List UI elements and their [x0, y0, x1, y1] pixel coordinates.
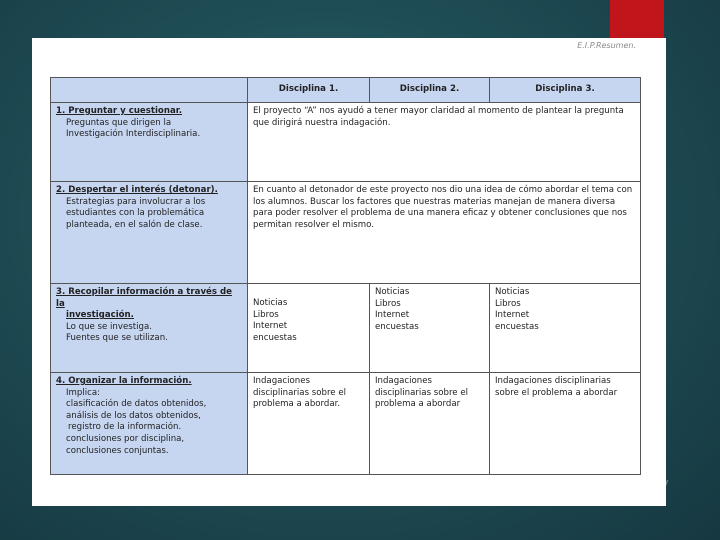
row-1-merged-cell: El proyecto “A” nos ayudó a tener mayor claridad al momento de plantear la pregunta que dirigirá nuestra indagación.: [248, 103, 641, 182]
row-2-criterion: [51, 182, 248, 284]
row-4-desc-line: Implica:: [66, 387, 101, 398]
source-item: Internet: [253, 321, 288, 332]
activation-watermark-sub: Ve a C: [634, 496, 663, 506]
row-3-disciplina-1-cell: [248, 284, 370, 373]
source-item: Libros: [495, 298, 521, 309]
source-item: Noticias: [495, 287, 530, 297]
row-1-desc-line: Preguntas que dirigen la: [66, 117, 172, 128]
row-2-desc-line: estudiantes con la problemática: [66, 208, 205, 219]
source-item: Libros: [253, 309, 279, 320]
table-row: [51, 373, 641, 475]
row-3-disciplina-2-cell: [370, 284, 490, 373]
source-item: encuestas: [253, 332, 297, 343]
row-4-desc-line: registro de la información.: [68, 422, 182, 433]
table-row: [51, 284, 641, 373]
row-1-desc-line: Investigación Interdisciplinaria.: [66, 129, 201, 140]
row-2-merged-cell: En cuanto al detonador de este proyecto nos dio una idea de cómo abordar el tema con los alumnos. Buscar los factores que nuestras materias manejan de manera diversa para poder resolver el problema de una manera eficaz y obtener conclusiones que nos permitan resolver el mismo.: [248, 182, 641, 284]
row-1-criterion: [51, 103, 248, 182]
table-header-row: [51, 78, 641, 103]
eip-summary-table: [50, 77, 641, 475]
row-4-title: 4. Organizar la información.: [56, 376, 192, 386]
row-2-desc-line: Estrategias para involucrar a los: [66, 196, 206, 207]
row-4-disciplina-3-cell: Indagaciones disciplinarias sobre el problema a abordar: [490, 373, 641, 475]
source-item: Libros: [375, 298, 401, 309]
row-2-title: 2. Despertar el interés (detonar).: [56, 185, 218, 195]
activation-watermark: Activ: [634, 476, 669, 492]
table-row: [51, 182, 641, 284]
row-2-desc-line: planteada, en el salón de clase.: [66, 219, 203, 230]
table-row: [51, 103, 641, 182]
source-item: Internet: [375, 310, 410, 321]
header-note: E.I.P.Resumen.: [577, 41, 636, 50]
row-3-criterion: [51, 284, 248, 373]
red-accent-bar: [610, 0, 664, 38]
row-3-desc-line: Fuentes que se utilizan.: [66, 333, 168, 344]
header-disciplina-3: Disciplina 3.: [490, 78, 641, 103]
row-3-title-cont: investigación.: [66, 310, 134, 321]
row-4-desc-line: análisis de los datos obtenidos,: [66, 410, 201, 421]
header-disciplina-2: Disciplina 2.: [370, 78, 490, 103]
row-3-desc-line: Lo que se investiga.: [66, 321, 152, 332]
source-item: Internet: [495, 310, 530, 321]
source-item: encuestas: [495, 321, 539, 332]
row-4-criterion: [51, 373, 248, 475]
source-item: encuestas: [375, 321, 419, 332]
row-3-title: 3. Recopilar información a través de la: [56, 287, 232, 309]
row-4-disciplina-2-cell: Indagaciones disciplinarias sobre el problema a abordar: [370, 373, 490, 475]
header-disciplina-1: Disciplina 1.: [248, 78, 370, 103]
source-item: Noticias: [253, 298, 288, 308]
source-item: Noticias: [375, 287, 410, 297]
row-4-desc-line: conclusiones por disciplina,: [66, 433, 185, 444]
row-4-desc-line: clasificación de datos obtenidos,: [66, 399, 207, 410]
header-blank-cell: [51, 78, 248, 103]
row-3-disciplina-3-cell: [490, 284, 641, 373]
document-page: [32, 38, 666, 506]
row-4-disciplina-1-cell: Indagaciones disciplinarias sobre el problema a abordar.: [248, 373, 370, 475]
row-1-title: 1. Preguntar y cuestionar.: [56, 106, 183, 116]
row-4-desc-line: conclusiones conjuntas.: [66, 445, 169, 456]
